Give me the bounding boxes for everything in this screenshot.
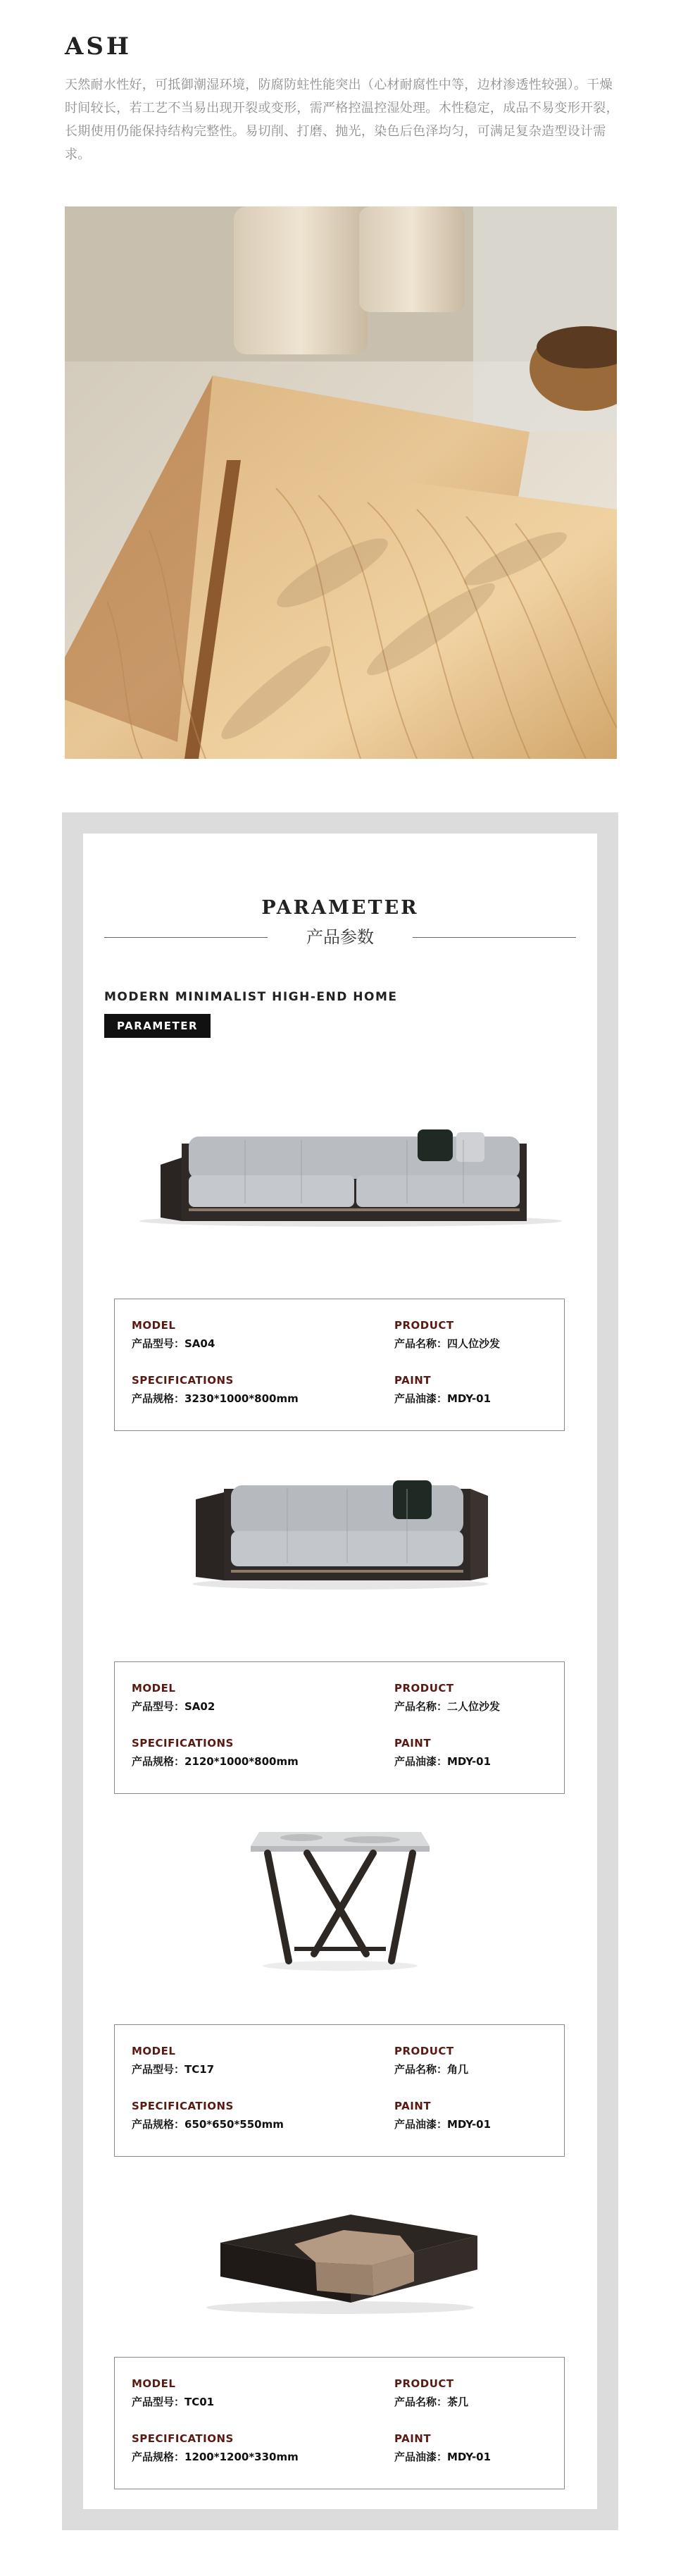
product-image-sa04 bbox=[83, 1087, 597, 1228]
model-value: 产品型号：SA02 bbox=[132, 1700, 215, 1713]
specifications-label: SPECIFICATIONS bbox=[132, 1374, 234, 1387]
ash-wood-photo bbox=[65, 206, 617, 759]
parameter-badge: PARAMETER bbox=[104, 1014, 211, 1038]
spec-box-sa02 bbox=[114, 1661, 565, 1794]
model-label: MODEL bbox=[132, 2045, 176, 2057]
ash-title: ASH bbox=[65, 32, 132, 61]
four-seat-sofa-illustration bbox=[83, 1087, 597, 1228]
paint-label: PAINT bbox=[394, 1737, 432, 1750]
product-label: PRODUCT bbox=[394, 1319, 454, 1332]
product-value: 产品名称：角几 bbox=[394, 2063, 469, 2076]
parameter-subtitle-row bbox=[83, 923, 597, 951]
paint-label: PAINT bbox=[394, 1374, 432, 1387]
paint-label: PAINT bbox=[394, 2432, 432, 2445]
parameter-card bbox=[83, 834, 597, 2509]
parameter-header bbox=[83, 897, 597, 951]
paint-value: 产品油漆：MDY-01 bbox=[394, 2451, 492, 2463]
product-label: PRODUCT bbox=[394, 2045, 454, 2057]
product-value: 产品名称：四人位沙发 bbox=[394, 1337, 501, 1350]
parameter-title: PARAMETER bbox=[261, 897, 419, 919]
spec-value: 产品规格：650*650*550mm bbox=[132, 2118, 284, 2131]
model-label: MODEL bbox=[132, 2377, 176, 2390]
parameter-subtitle: 产品参数 bbox=[306, 927, 374, 947]
divider-left bbox=[104, 937, 268, 938]
spec-value: 产品规格：2120*1000*800mm bbox=[132, 1755, 299, 1768]
product-label: PRODUCT bbox=[394, 1682, 454, 1695]
side-table-illustration bbox=[83, 1816, 597, 1975]
model-value: 产品型号：TC17 bbox=[132, 2063, 215, 2076]
model-label: MODEL bbox=[132, 1319, 176, 1332]
model-label: MODEL bbox=[132, 1682, 176, 1695]
product-image-sa02 bbox=[83, 1454, 597, 1594]
model-value: 产品型号：TC01 bbox=[132, 2396, 215, 2408]
coffee-table-illustration bbox=[83, 2186, 597, 2320]
parameter-panel bbox=[62, 812, 618, 2530]
model-value: 产品型号：SA04 bbox=[132, 1337, 215, 1350]
product-value: 产品名称：茶几 bbox=[394, 2396, 469, 2408]
paint-value: 产品油漆：MDY-01 bbox=[394, 2118, 492, 2131]
paint-value: 产品油漆：MDY-01 bbox=[394, 1755, 492, 1768]
product-image-tc01 bbox=[83, 2186, 597, 2320]
spec-box-tc01 bbox=[114, 2357, 565, 2489]
specifications-label: SPECIFICATIONS bbox=[132, 1737, 234, 1750]
product-image-tc17 bbox=[83, 1816, 597, 1975]
paint-label: PAINT bbox=[394, 2100, 432, 2112]
spec-box-tc17 bbox=[114, 2024, 565, 2157]
product-value: 产品名称：二人位沙发 bbox=[394, 1700, 501, 1713]
two-seat-sofa-illustration bbox=[83, 1454, 597, 1594]
ash-section bbox=[65, 32, 621, 166]
specifications-label: SPECIFICATIONS bbox=[132, 2432, 234, 2445]
specifications-label: SPECIFICATIONS bbox=[132, 2100, 234, 2112]
ash-description: 天然耐水性好，可抵御潮湿环境，防腐防蛀性能突出（心材耐腐性中等，边材渗透性较强）。干燥时间较长，若工艺不当易出现开裂或变形，需严格控温控湿处理。木性稳定，成品不易变形开裂，长期使用仍能保持结构完整性。易切削、打磨、抛光，染色后色泽均匀，可满足复杂造型设计需求。 bbox=[65, 78, 619, 162]
spec-box-sa04 bbox=[114, 1299, 565, 1431]
wood-boards-illustration bbox=[65, 206, 617, 759]
spec-value: 产品规格：3230*1000*800mm bbox=[132, 1392, 299, 1405]
tagline: MODERN MINIMALIST HIGH-END HOME bbox=[104, 990, 398, 1004]
paint-value: 产品油漆：MDY-01 bbox=[394, 1392, 492, 1405]
product-label: PRODUCT bbox=[394, 2377, 454, 2390]
spec-value: 产品规格：1200*1200*330mm bbox=[132, 2451, 299, 2463]
divider-right bbox=[413, 937, 576, 938]
